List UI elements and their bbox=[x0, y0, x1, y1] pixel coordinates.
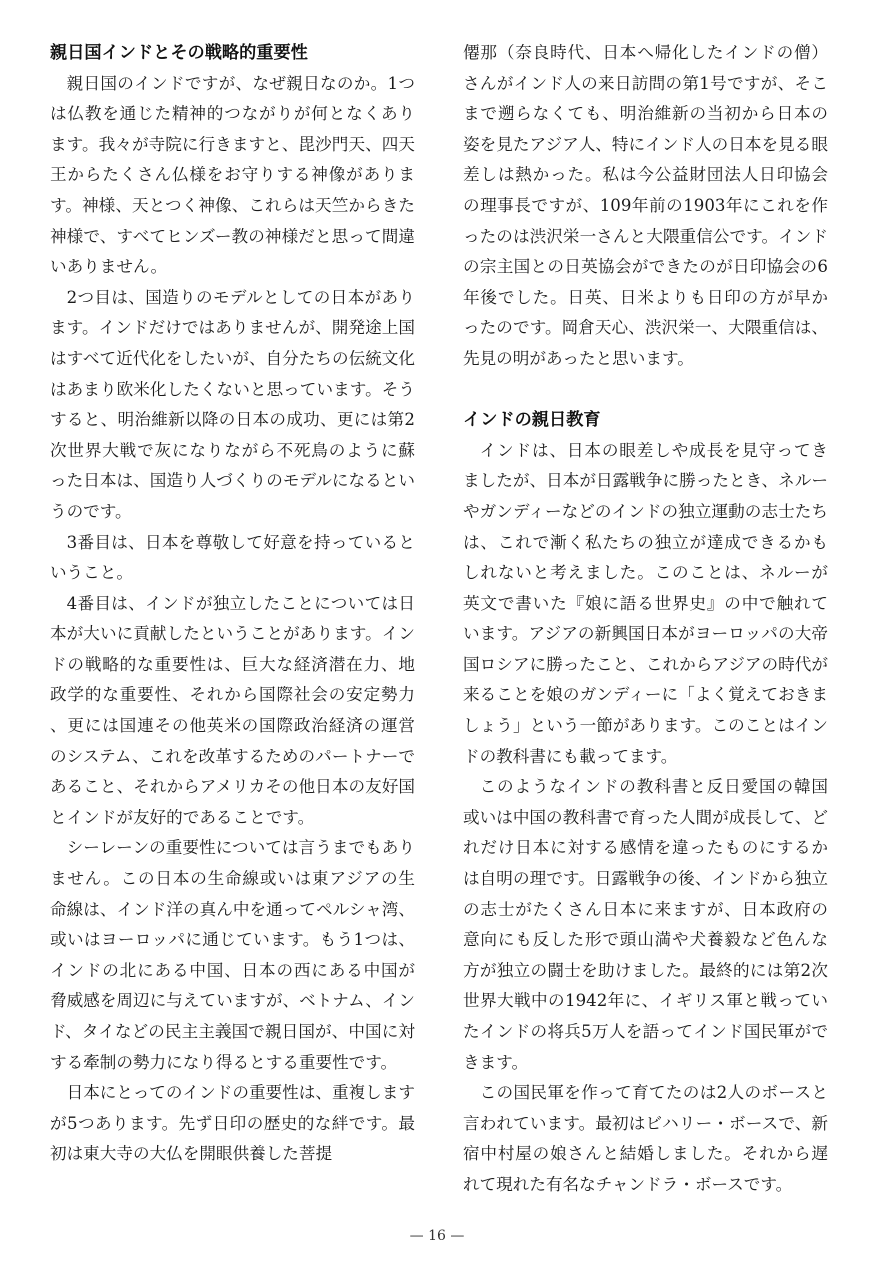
section-heading-strategic-importance: 親日国インドとその戦略的重要性 bbox=[50, 43, 308, 63]
paragraph-8: このようなインドの教科書と反日愛国の韓国或いは中国の教科書で育った人間が成長して、どれだけ日本に対する感情を違ったものにするかは自明の理です。日露戦争の後、インドから独立の志士がたくさん日本に来ますが、日本政府の意向にも反した形で頭山満や犬養毅など色んな方が独立の闘士を助けました。最終的には第2次世界大戦中の1942年に、イギリス軍と戦っていたインドの将兵5万人を語ってインド国民軍ができます。 bbox=[463, 777, 828, 1072]
paragraph-continuation: 僊那（奈良時代、日本へ帰化したインドの僧）さんがインド人の来日訪問の第1号ですが、そこまで遡らなくても、明治維新の当初から日本の姿を見たアジア人、特にインド人の日本を見る眼差しは熱かった。私は今公益財団法人日印協会の理事長ですが、109年前の1903年にこれを作ったのは渋沢栄一さんと大隈重信公です。インドの宗主国との日英協会ができたのが日印協会の6年後でした。日英、日米よりも日印の方が早かったのです。岡倉天心、渋沢栄一、大隈重信は、先見の明があったと思います。 bbox=[463, 43, 828, 368]
paragraph-2: 2つ目は、国造りのモデルとしての日本があります。インドだけではありませんが、開発途上国はすべて近代化をしたいが、自分たちの伝統文化はあまり欧米化したくないと思っています。そうすると、明治維新以降の日本の成功、更には第2次世界大戦で灰になりながら不死鳥のように蘇った日本は、国造り人づくりのモデルになるというのです。 bbox=[50, 287, 415, 521]
paragraph-7: インドは、日本の眼差しや成長を見守ってきましたが、日本が日露戦争に勝ったとき、ネルーやガンディーなどのインドの独立運動の志士たちは、これで漸く私たちの独立が達成できるかもしれないと考えました。このことは、ネルーが英文で書いた『娘に語る世界史』の中で触れています。アジアの新興国日本がヨーロッパの大帝国ロシアに勝ったこと、これからアジアの時代が来ることを娘のガンディーに「よく覚えておきましょう」という一節があります。このことはインドの教科書にも載ってます。 bbox=[463, 440, 828, 766]
paragraph-4: 4番目は、インドが独立したことについては日本が大いに貢献したということがあります。インドの戦略的な重要性は、巨大な経済潜在力、地政学的な重要性、それから国際社会の安定勢力、更には国連その他英米の国際政治経済の運営のシステム、これを改革するためのパートナーであること、それからアメリカその他日本の友好国とインドが友好的であることです。 bbox=[50, 593, 415, 827]
paragraph-9: この国民軍を作って育てたのは2人のボースと言われています。最初はビハリー・ボースで、新宿中村屋の娘さんと結婚しました。それから遅れて現れた有名なチャンドラ・ボースです。 bbox=[463, 1083, 828, 1194]
left-column bbox=[50, 38, 415, 1170]
right-column bbox=[463, 38, 828, 1201]
paragraph-3: 3番目は、日本を尊敬して好意を持っているということ。 bbox=[50, 532, 415, 583]
section-spacer bbox=[463, 375, 828, 406]
paragraph-5: シーレーンの重要性については言うまでもありません。この日本の生命線或いは東アジアの生命線は、インド洋の真ん中を通ってペルシャ湾、或いはヨーロッパに通じています。もう1つは、インドの北にある中国、日本の西にある中国が脅威感を周辺に与えていますが、ベトナム、インド、タイなどの民主主義国で親日国が、中国に対する牽制の勢力になり得るとする重要性です。 bbox=[50, 838, 415, 1072]
page-number: — 16 — bbox=[409, 1228, 465, 1244]
paragraph-6: 日本にとってのインドの重要性は、重複しますが5つあります。先ず日印の歴史的な絆です。最初は東大寺の大仏を開眼供養した菩提 bbox=[50, 1083, 415, 1164]
section-heading-pro-japan-education: インドの親日教育 bbox=[463, 410, 601, 431]
paragraph-1: 親日国のインドですが、なぜ親日なのか。1つは仏教を通じた精神的つながりが何となくあります。我々が寺院に行きますと、毘沙門天、四天王からたくさん仏様をお守りする神像があります。神様、天とつく神像、これらは天竺からきた神様で、すべてヒンズー教の神様だと思って間違いありません。 bbox=[50, 73, 415, 277]
